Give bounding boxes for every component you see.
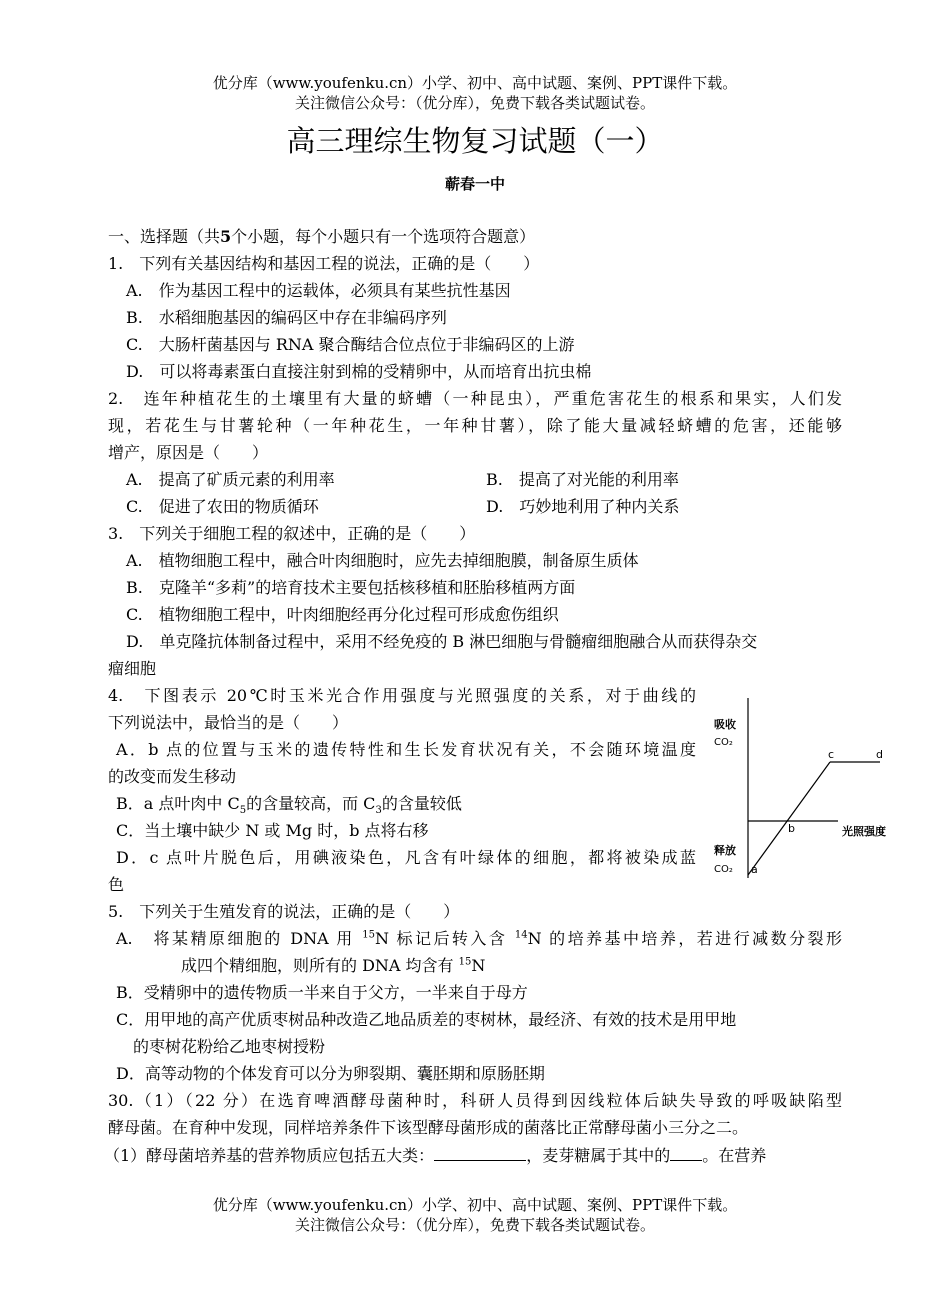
q5-option-a-line-1: A. 将某精原细胞的 DNA 用 $^{15}$N 标记后转入含 $^{14}$N 的培养基中培养，若进行减数分裂形 [116, 929, 842, 948]
q2-option-a: A. 提高了矿质元素的利用率 [126, 470, 335, 489]
q30-line-2: 酵母菌。在育种中发现，同样培养条件下该型酵母菌形成的菌落比正常酵母菌小三分之二。 [108, 1118, 749, 1137]
photosynthesis-light-graph [708, 688, 908, 883]
q3-option-c: C. 植物细胞工程中，叶肉细胞经再分化过程可形成愈伤组织 [126, 605, 559, 624]
q4-option-b: B．a 点叶肉中 $C_5$的含量较高，而 $C_3$的含量较低 [116, 794, 462, 817]
header-line-1: 优分库（www.youfenku.cn）小学、初中、高中试题、案例、PPT课件下载。 [212, 74, 738, 92]
q3-option-d-line-1: D. 单克隆抗体制备过程中，采用不经免疫的 B 淋巴细胞与骨髓瘤细胞融合从而获得杂交 [126, 632, 758, 651]
footer-line-2: 关注微信公众号：（优分库），免费下载各类试题试卷。 [294, 1216, 655, 1234]
point-c-label: c [828, 748, 835, 761]
page-title: 高三理综生物复习试题（一） [286, 124, 664, 158]
q1-stem: 1. 下列有关基因结构和基因工程的说法，正确的是（ ） [108, 254, 540, 273]
q4-option-d-line-1: D．c 点叶片脱色后，用碘液染色，凡含有叶绿体的细胞，都将被染成蓝 [116, 848, 696, 867]
q2-stem-line-1: 2. 连年种植花生的土壤里有大量的蛴螬（一种昆虫），严重危害花生的根系和果实，人们发 [108, 389, 842, 408]
q30-line-3: （1）酵母菌培养基的营养物质应包括五大类： ，麦芽糖属于其中的 。在营养 [104, 1146, 767, 1165]
q4-stem-line-2: 下列说法中，最恰当的是（ ） [108, 713, 349, 732]
header-line-2: 关注微信公众号：（优分库），免费下载各类试题试卷。 [294, 94, 655, 112]
y-bottom-label-2: CO₂ [714, 864, 733, 875]
y-top-label-2: CO₂ [714, 737, 733, 748]
section-heading: 一、选择题（共5个小题，每个小题只有一个选项符合题意） [108, 227, 536, 246]
point-b-label: b [788, 822, 795, 835]
y-top-label-1: 吸收 [714, 718, 736, 731]
x-axis-label: 光照强度 [842, 825, 886, 838]
curve-rising-segment [748, 762, 830, 875]
footer-line-1: 优分库（www.youfenku.cn）小学、初中、高中试题、案例、PPT课件下载。 [212, 1196, 738, 1214]
q2-option-b: B. 提高了对光能的利用率 [486, 470, 679, 489]
point-a-label: a [751, 863, 758, 876]
answer-blank-1[interactable] [434, 1144, 526, 1161]
q3-option-b: B. 克隆羊“多莉”的培育技术主要包括核移植和胚胎移植两方面 [126, 578, 576, 597]
q5-option-c-line-1: C．用甲地的高产优质枣树品种改造乙地品质差的枣树林，最经济、有效的技术是用甲地 [116, 1010, 737, 1029]
q1-option-a: A. 作为基因工程中的运载体，必须具有某些抗性基因 [126, 281, 511, 300]
q4-option-c: C．当土壤中缺少 N 或 Mg 时，b 点将右移 [116, 821, 429, 840]
q5-option-b: B．受精卵中的遗传物质一半来自于父方，一半来自于母方 [116, 983, 528, 1002]
q5-option-d: D．高等动物的个体发育可以分为卵裂期、囊胚期和原肠胚期 [116, 1064, 545, 1083]
q5-option-a-line-2: 成四个精细胞，则所有的 DNA 均含有 $^{15}$N [181, 956, 486, 975]
q2-option-d: D. 巧妙地利用了种内关系 [486, 497, 680, 516]
answer-blank-2[interactable] [670, 1144, 702, 1161]
point-d-label: d [876, 748, 883, 761]
q4-option-a-line-1: A．b 点的位置与玉米的遗传特性和生长发育状况有关，不会随环境温度 [116, 740, 696, 759]
q2-stem-line-2: 现，若花生与甘薯轮种（一年种花生，一年种甘薯），除了能大量减轻蛴螬的危害，还能够 [108, 416, 842, 435]
q1-option-c: C. 大肠杆菌基因与 RNA 聚合酶结合位点位于非编码区的上游 [126, 335, 575, 354]
q3-stem: 3. 下列关于细胞工程的叙述中，正确的是（ ） [108, 524, 476, 543]
q2-stem-line-3: 增产，原因是（ ） [108, 443, 269, 462]
q30-line-1: 30.（1）（22 分）在选育啤酒酵母菌种时，科研人员得到因线粒体后缺失导致的呼吸缺陷型 [108, 1091, 842, 1110]
q1-option-b: B. 水稻细胞基因的编码区中存在非编码序列 [126, 308, 447, 327]
q4-option-a-line-2: 的改变而发生移动 [108, 767, 237, 786]
q5-option-c-line-2: 的枣树花粉给乙地枣树授粉 [133, 1037, 326, 1056]
q5-stem: 5. 下列关于生殖发育的说法，正确的是（ ） [108, 902, 460, 921]
q2-option-c: C. 促进了农田的物质循环 [126, 497, 319, 516]
q4-option-d-line-2: 色 [108, 875, 125, 894]
y-bottom-label-1: 释放 [714, 844, 736, 857]
school-name: 蕲春一中 [444, 175, 505, 193]
q3-option-d-line-2: 瘤细胞 [108, 659, 157, 678]
q4-stem-line-1: 4. 下图表示 20℃时玉米光合作用强度与光照强度的关系，对于曲线的 [108, 686, 696, 705]
q1-option-d: D. 可以将毒素蛋白直接注射到棉的受精卵中，从而培育出抗虫棉 [126, 362, 592, 381]
q3-option-a: A. 植物细胞工程中，融合叶肉细胞时，应先去掉细胞膜，制备原生质体 [126, 551, 639, 570]
